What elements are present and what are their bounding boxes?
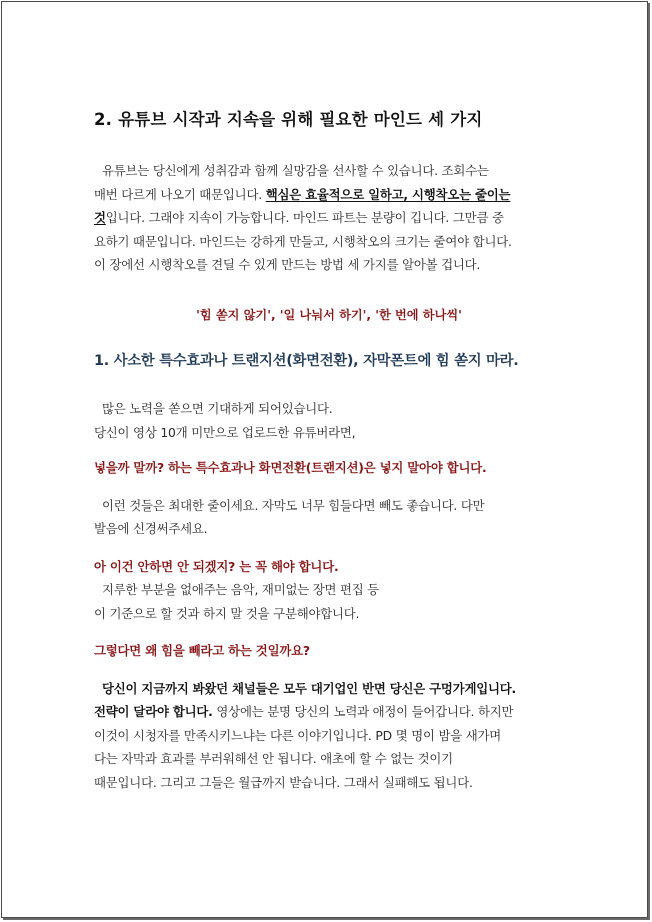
strategy-emphasis: 전략이 달라야 합니다. (94, 704, 213, 719)
intro-line-3-text: 입니다. 그래야 지속이 가능합니다. 마인드 파트는 분량이 깁니다. 그만큼 중 (105, 210, 504, 225)
intro-line-2-text: 매번 다르게 나오기 때문입니다. (94, 186, 266, 202)
intro-key-point-end: 것 (94, 210, 106, 225)
emphasis-line-3: 그렇다면 왜 힘을 빼라고 하는 것일까요? (94, 643, 310, 658)
body-line-10: 다는 자막과 효과를 부러워해선 안 됩니다. 애초에 할 수 없는 것이기 (94, 751, 453, 766)
body-line-8 (94, 700, 564, 724)
three-tips-highlight: '힘 쏟지 않기', '일 나눠서 하기', '한 번에 하나씩' (196, 307, 462, 322)
emphasis-line-2: 아 이건 안하면 안 되겠지? 는 꼭 해야 합니다. (94, 558, 339, 574)
intro-line-3 (94, 206, 564, 230)
body-line-1: 많은 노력을 쏟으면 기대하게 되어있습니다. (102, 401, 333, 416)
body-line-8-text: 영상에는 분명 당신의 노력과 애정이 들어갑니다. 하지만 (212, 704, 514, 719)
body-line-4: 발음에 신경써주세요. (94, 521, 208, 536)
body-line-6: 이 기준으로 할 것과 하지 말 것을 구분해야합니다. (94, 605, 360, 621)
intro-line-4: 요하기 때문입니다. 마인드는 강하게 만들고, 시행착오의 크기는 줄여야 합니다. (94, 233, 512, 249)
intro-line-2 (94, 183, 564, 207)
intro-line-1: 유튜브는 당신에게 성취감과 함께 실망감을 선사할 수 있습니다. 조회수는 (102, 163, 489, 178)
subsection-heading: 1. 사소한 특수효과나 트랜지션(화면전환), 자막폰트에 힘 쏟지 마라. (94, 353, 519, 369)
body-line-5: 지루한 부분을 없애주는 음악, 재미없는 장면 편집 등 (102, 582, 380, 597)
document-content (94, 106, 564, 794)
body-line-7: 당신이 지금까지 봐왔던 채널들은 모두 대기업인 반면 당신은 구멍가게입니다. (102, 680, 517, 696)
intro-key-point: 핵심은 효율적으로 일하고, 시행착오는 줄이는 (265, 186, 511, 202)
document-page (1, 1, 648, 918)
body-line-11: 때문입니다. 그리고 그들은 월급까지 받습니다. 그래서 실패해도 됩니다. (94, 774, 473, 790)
body-line-2: 당신이 영상 10개 미만으로 업로드한 유튜버라면, (94, 424, 356, 440)
body-line-3: 이런 것들은 최대한 줄이세요. 자막도 너무 힘들다면 빼도 좋습니다. 다만 (102, 497, 485, 513)
intro-paragraph (94, 159, 564, 277)
section-title: 2. 유튜브 시작과 지속을 위해 필요한 마인드 세 가지 (94, 110, 483, 129)
intro-line-5: 이 장에선 시행착오를 견딜 수 있게 만드는 방법 세 가지를 알아볼 겁니다. (94, 257, 481, 272)
body-line-9: 이것이 시청자를 만족시키느냐는 다른 이야기입니다. PD 몇 명이 밤을 새가며 (94, 727, 502, 743)
emphasis-line-1: 넣을까 말까? 하는 특수효과나 화면전환(트랜지션)은 넣지 말아야 합니다. (94, 460, 487, 475)
section-body (94, 397, 564, 794)
